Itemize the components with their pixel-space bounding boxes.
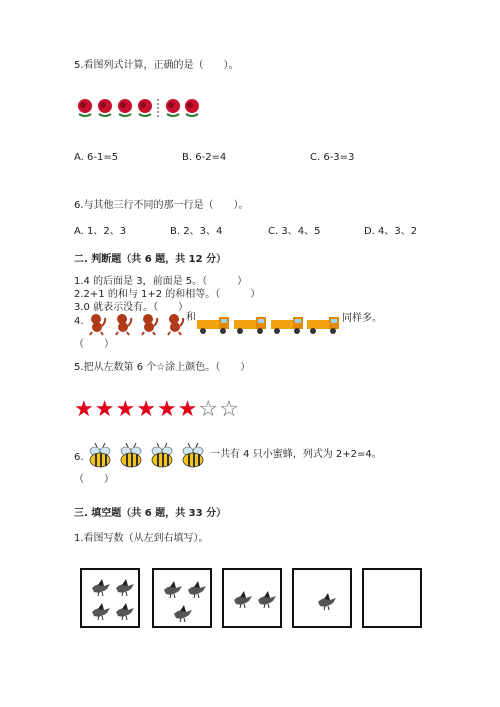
section2-heading: 二. 判断题（共 6 题，共 12 分） (74, 254, 227, 265)
magpie-icon (164, 581, 182, 598)
judge-item-6-text: 一共有 4 只小蜜蜂，列式为 2+2=4。 (210, 449, 382, 460)
filled-star-icon: ★ (156, 397, 178, 422)
judge-item-6-number: 6. (74, 452, 84, 463)
count-box (80, 568, 140, 628)
magpie-icon (116, 579, 134, 596)
filled-star-icon: ★ (136, 397, 157, 422)
q6-option-b: B. 2、3、4 (170, 226, 223, 237)
bees-illustration (86, 443, 210, 471)
q5-stem: 5.看图列式计算，正确的是（ ）。 (74, 60, 239, 71)
judge-item-4-and: 和 (186, 312, 196, 323)
q5-option-b: B. 6-2=4 (182, 152, 227, 163)
trucks-illustration (196, 314, 340, 336)
magpie-icon (318, 593, 336, 610)
q6-stem: 6.与其他三行不同的那一行是（ ）。 (74, 200, 249, 211)
judge-item-4-tail: 同样多。 (342, 313, 382, 324)
fill-item-1: 1.看图写数（从左到右填写）。 (74, 533, 209, 544)
judge-item-1: 1.4 的后面是 3，前面是 5。（ ） (74, 276, 248, 287)
magpie-icon (92, 603, 110, 620)
q6-option-d: D. 4、3、2 (364, 226, 418, 237)
count-box (362, 568, 422, 628)
judge-item-6-paren: （ ） (74, 474, 114, 485)
magpie-icon (258, 591, 276, 608)
empty-star-icon: ☆ (198, 397, 220, 422)
count-box (222, 568, 282, 628)
q5-option-a: A. 6-1=5 (74, 152, 119, 163)
filled-star-icon: ★ (74, 397, 95, 422)
q5-option-c: C. 6-3=3 (310, 152, 355, 163)
judge-item-3: 3.0 就表示没有。（ ） (74, 302, 189, 313)
truck-icon (197, 317, 229, 334)
rose-icon (78, 99, 92, 116)
filled-star-icon: ★ (94, 397, 116, 422)
star-row (74, 398, 240, 422)
judge-item-4-number: 4. (74, 316, 84, 327)
magpie-icon (234, 591, 252, 608)
judge-item-4-paren: （ ） (74, 339, 114, 350)
roses-illustration (76, 96, 202, 120)
magpie-icon (188, 581, 206, 598)
magpie-icon (116, 603, 134, 620)
filled-star-icon: ★ (115, 397, 137, 422)
q6-option-a: A. 1、2、3 (74, 226, 127, 237)
magpie-icon (174, 605, 192, 622)
magpie-icon (92, 579, 110, 596)
section3-heading: 三. 填空题（共 6 题，共 33 分） (74, 508, 227, 519)
filled-star-icon: ★ (177, 397, 199, 422)
monkeys-illustration (86, 312, 190, 336)
judge-item-2: 2.2+1 的和与 1+2 的和相等。（ ） (74, 289, 261, 300)
judge-item-5: 5.把从左数第 6 个☆涂上颜色。（ ） (74, 362, 251, 373)
q6-option-c: C. 3、4、5 (268, 226, 321, 237)
count-box (292, 568, 352, 628)
monkey-icon (90, 314, 105, 335)
empty-star-icon: ☆ (219, 397, 240, 422)
count-box (152, 568, 212, 628)
bee-icon (90, 443, 110, 467)
